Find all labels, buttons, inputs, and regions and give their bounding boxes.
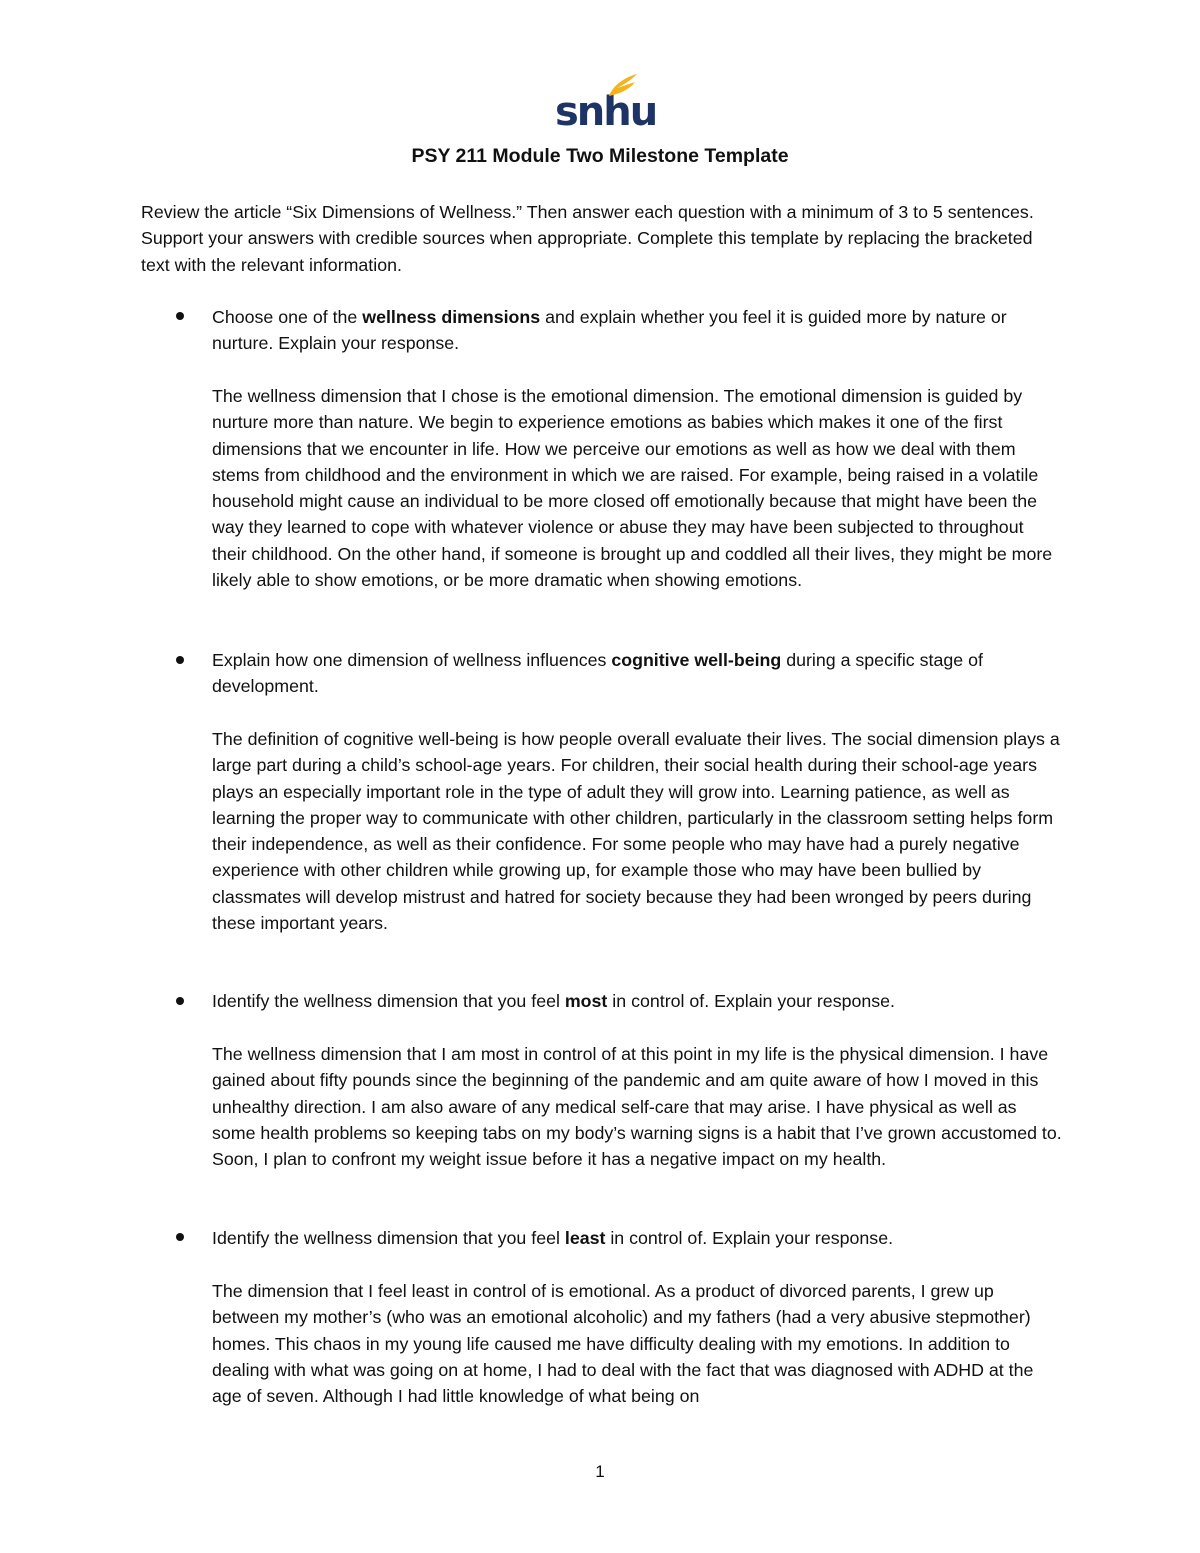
bullet-icon [176,997,184,1005]
answer-4: The dimension that I feel least in control of is emotional. As a product of divorced parents, I grew up between my mother’s (who was an emotional alcoholic) and my fathers (had a very abusive stepmother) homes. This chaos in my young life caused me have difficulty dealing with my emotions. In addition to dealing with what was going on at home, I had to deal with the fact that was diagnosed with ADHD at the age of seven. Although I had little knowledge of what being on [212,1281,1034,1407]
intro-paragraph: Review the article “Six Dimensions of Wellness.” Then answer each question with a minimum of 3 to 5 sentences. Support your answers with credible sources when appropriate. Complete this template by replacing the bracketed text with the relevant information. [141,202,1034,275]
bullet-icon [176,312,184,320]
question-2-keyword: cognitive well-being [611,650,782,670]
question-4-keyword: least [564,1228,606,1248]
bullet-icon [176,1233,184,1241]
bullet-icon [176,656,184,664]
answer-2: The definition of cognitive well-being is how people overall evaluate their lives. The social dimension plays a large part during a child’s school-age years. For children, their social health during their school-age years plays an especially important role in the type of adult they will grow into. Learning patience, as well as learning the proper way to communicate with other children, particularly in the classroom setting helps form their independence, as well as their confidence. For some people who may have had a purely negative experience with other children while growing up, for example those who may have been bullied by classmates will develop mistrust and hatred for society because they had been wronged by peers during these important years. [212,729,1060,934]
answer-3: The wellness dimension that I am most in control of at this point in my life is the physical dimension. I have gained about fifty pounds since the beginning of the pandemic and am quite aware of how I moved in this unhealthy direction. I am also aware of any medical self-care that may arise. I have physical as well as some health problems so keeping tabs on my body’s warning signs is a habit that I’ve grown accustomed to. Soon, I plan to confront my weight issue before it has a negative impact on my health. [212,1044,1062,1170]
flame-icon [605,72,639,98]
question-4: Identify the wellness dimension that you feel least in control of. Explain your response. [212,1228,894,1248]
snhu-logo [555,72,657,135]
page-title: PSY 211 Module Two Milestone Template [411,145,789,167]
question-3: Identify the wellness dimension that you feel most in control of. Explain your response. [212,991,895,1011]
question-3-keyword: most [564,991,608,1011]
question-1: Choose one of the wellness dimensions and explain whether you feel it is guided more by nature or nurture. Explain your response. [212,307,1007,354]
answer-1: The wellness dimension that I chose is the emotional dimension. The emotional dimension is guided by nurture more than nature. We begin to experience emotions as babies which makes it one of the first dimensions that we encounter in life. How we perceive our emotions as well as how we deal with them stems from childhood and the environment in which we are raised. For example, being raised in a volatile household might cause an individual to be more closed off emotionally because that might have been the way they learned to cope with whatever violence or abuse they may have been subjected to throughout their childhood. On the other hand, if someone is brought up and coddled all their lives, they might be more likely able to show emotions, or be more dramatic when showing emotions. [212,386,1053,591]
page-number: 1 [595,1462,605,1481]
question-1-keyword: wellness dimensions [362,307,541,327]
logo-text: snhu [555,89,657,135]
question-2: Explain how one dimension of wellness influences cognitive well-being during a specific stage of development. [212,650,983,697]
